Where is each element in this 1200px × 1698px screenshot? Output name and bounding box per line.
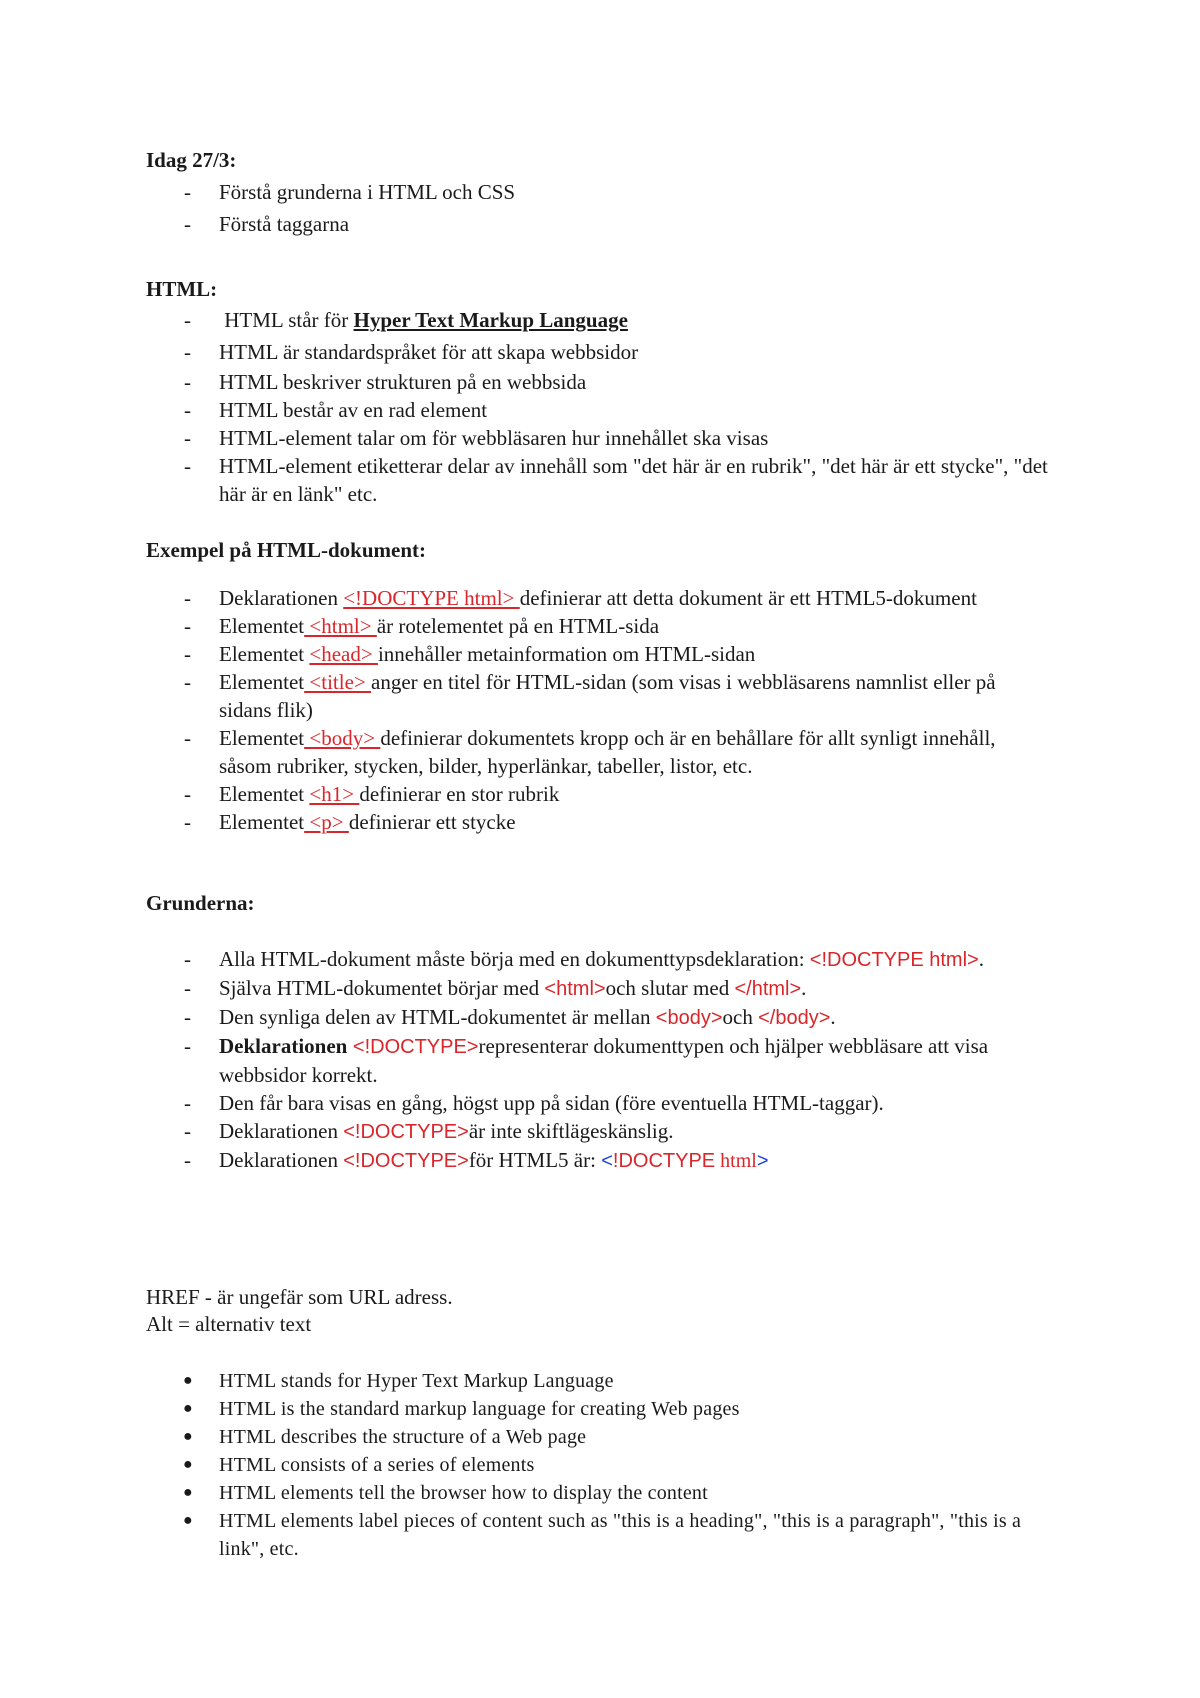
dash-marker: - <box>184 370 191 394</box>
list-item: - Elementet <body> definierar dokumentets kropp och är en behållare för allt synligt innehåll, såsom rubriker, stycken, bilder, hyperlänkar, tabeller, listor, etc. <box>184 726 996 778</box>
dash-marker: - <box>184 1005 191 1029</box>
list-item: - Deklarationen <!DOCTYPE>för HTML5 är: <!DOCTYPE html> <box>184 1148 769 1172</box>
dash-marker: - <box>184 1091 191 1115</box>
list-item: ● HTML elements tell the browser how to display the content <box>0 1479 1049 1507</box>
bullet-icon: ● <box>183 1456 193 1473</box>
code-html: <html> <box>304 614 377 638</box>
list-item: ● HTML is the standard markup language for creating Web pages <box>0 1395 1049 1423</box>
html-term-link: Hyper Text Markup Language <box>353 308 628 332</box>
code-h1: <h1> <box>309 782 360 806</box>
list-item: - HTML-element etiketterar delar av innehåll som "det här är en rubrik", "det här är ett stycke", "det här är en länk" etc. <box>184 454 1048 506</box>
dash-marker: - <box>184 976 191 1000</box>
example-heading: Exempel på HTML-dokument: <box>146 538 427 562</box>
code-body: <body> <box>304 726 381 750</box>
list-item: ● HTML stands for Hyper Text Markup Language <box>0 1367 1049 1395</box>
english-list <box>0 1367 1200 1563</box>
list-item: - HTML beskriver strukturen på en webbsida <box>184 370 587 394</box>
dash-marker: - <box>184 726 191 750</box>
basics-list <box>0 945 1200 1175</box>
dash-marker: - <box>184 947 191 971</box>
list-item: - Själva HTML-dokumentet börjar med <html>och slutar med </html>. <box>184 976 807 1000</box>
list-item: - Alla HTML-dokument måste börja med en dokumenttypsdeklaration: <!DOCTYPE html>. <box>184 947 984 971</box>
list-item: - Elementet <h1> definierar en stor rubrik <box>184 782 560 806</box>
bullet-icon: ● <box>183 1372 193 1389</box>
dash-marker: - <box>184 426 191 450</box>
dash-marker: - <box>184 670 191 694</box>
list-item: - HTML-element talar om för webbläsaren hur innehållet ska visas <box>184 426 769 450</box>
code-title: <title> <box>304 670 371 694</box>
list-item: - HTML består av en rad element <box>184 398 488 422</box>
list-item: - Förstå grunderna i HTML och CSS <box>184 180 516 204</box>
list-item: ● HTML elements label pieces of content such as "this is a heading", "this is a paragraph", "this is a link", etc. <box>0 1507 1049 1563</box>
list-item: - HTML är standardspråket för att skapa webbsidor <box>184 340 639 364</box>
bullet-icon: ● <box>183 1512 193 1529</box>
list-item: ● HTML consists of a series of elements <box>0 1451 1049 1479</box>
dash-marker: - <box>184 308 191 332</box>
list-item: - Den synliga delen av HTML-dokumentet är mellan <body>och </body>. <box>184 1005 836 1029</box>
code-doctype: <!DOCTYPE> <box>347 1036 479 1058</box>
code-doctype: <!DOCTYPE> <box>343 1121 469 1143</box>
dash-marker: - <box>184 398 191 422</box>
html-list <box>0 306 1200 508</box>
dash-marker: - <box>184 614 191 638</box>
bullet-icon: ● <box>183 1400 193 1417</box>
list-item: - Deklarationen <!DOCTYPE html> definierar att detta dokument är ett HTML5-dokument <box>184 586 977 610</box>
bullet-icon: ● <box>183 1428 193 1445</box>
list-item: - Elementet <title> anger en titel för HTML-sidan (som visas i webbläsarens namnlist eller på sidans flik) <box>184 670 996 722</box>
dash-marker: - <box>184 212 191 236</box>
list-item: - Deklarationen <!DOCTYPE>representerar dokumenttypen och hjälper webbläsare att visa webbsidor korrekt. <box>184 1034 989 1087</box>
basics-heading: Grunderna: <box>146 891 255 915</box>
dash-marker: - <box>184 1148 191 1172</box>
list-item: - Den får bara visas en gång, högst upp på sidan (före eventuella HTML-taggar). <box>184 1091 884 1115</box>
dash-marker: - <box>184 810 191 834</box>
list-item: - Elementet <html> är rotelementet på en HTML-sida <box>184 614 660 638</box>
code-doctype: <!DOCTYPE html> <box>343 586 520 610</box>
code-html-close: </html> <box>734 978 802 1000</box>
list-item: - Elementet <head> innehåller metainformation om HTML-sidan <box>184 642 756 666</box>
today-list <box>0 178 1200 238</box>
code-body-close: </body> <box>758 1007 831 1029</box>
code-head: <head> <box>309 642 378 666</box>
today-heading: Idag 27/3: <box>146 148 237 172</box>
example-list <box>0 584 1200 836</box>
dash-marker: - <box>184 586 191 610</box>
list-item: - Elementet <p> definierar ett stycke <box>184 810 516 834</box>
dash-marker: - <box>184 454 191 478</box>
code-doctype: <!DOCTYPE> <box>343 1150 469 1172</box>
dash-marker: - <box>184 1119 191 1143</box>
dash-marker: - <box>184 782 191 806</box>
dash-marker: - <box>184 340 191 364</box>
bullet-icon: ● <box>183 1484 193 1501</box>
code-p: <p> <box>304 810 349 834</box>
list-item: - Deklarationen <!DOCTYPE>är inte skiftlägeskänslig. <box>184 1119 674 1143</box>
code-doctype: <!DOCTYPE html> <box>809 949 979 971</box>
list-item: - HTML står för Hyper Text Markup Language <box>184 308 628 332</box>
list-item: ● HTML describes the structure of a Web page <box>0 1423 1049 1451</box>
dash-marker: - <box>184 642 191 666</box>
dash-marker: - <box>184 180 191 204</box>
code-body-open: <body> <box>655 1007 723 1029</box>
html-heading: HTML: <box>146 277 218 301</box>
dash-marker: - <box>184 1034 191 1058</box>
note-href: HREF - är ungefär som URL adress. <box>146 1285 453 1309</box>
note-alt: Alt = alternativ text <box>146 1312 312 1336</box>
list-item: - Förstå taggarna <box>184 212 350 236</box>
code-html-open: <html> <box>544 978 606 1000</box>
